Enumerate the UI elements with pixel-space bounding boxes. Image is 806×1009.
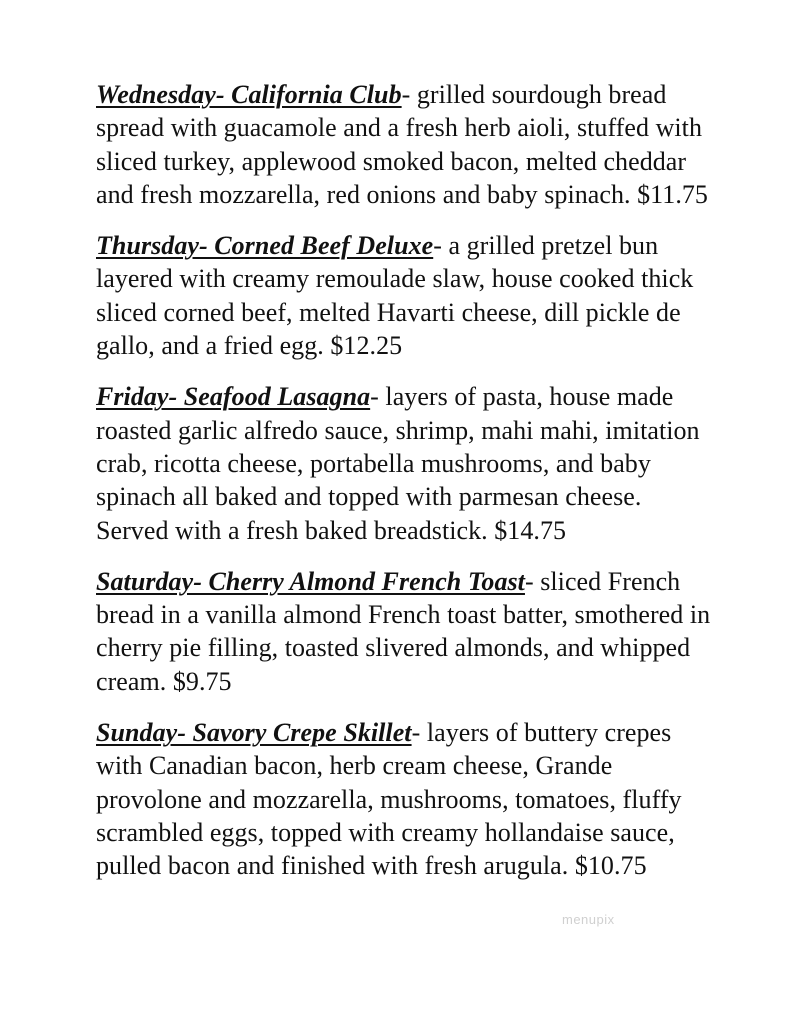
menu-item-title: Thursday- Corned Beef Deluxe bbox=[96, 231, 434, 261]
menu-item-saturday bbox=[96, 565, 716, 698]
menu-item-title: Saturday- Cherry Almond French Toast bbox=[96, 566, 525, 596]
menu-item-description: - layers of pasta, house made roasted garlic alfredo sauce, shrimp, mahi mahi, imitation crab, ricotta cheese, portabella mushrooms, and baby spinach all baked and topped with parmesan cheese. Served with a fresh baked breadstick. $14.75 bbox=[96, 382, 700, 545]
menu-item-title: Wednesday- California Club bbox=[96, 80, 402, 109]
daily-specials-list bbox=[96, 78, 716, 901]
menu-item-title: Friday- Seafood Lasagna bbox=[96, 382, 371, 412]
menu-item-description: - grilled sourdough bread spread with guacamole and a fresh herb aioli, stuffed with sliced turkey, applewood smoked bacon, melted cheddar and fresh mozzarella, red onions and baby spinach. $11.75 bbox=[96, 80, 708, 209]
menu-item-thursday bbox=[96, 229, 716, 362]
menu-item-wednesday bbox=[96, 78, 716, 211]
watermark: menupix bbox=[562, 912, 615, 927]
menu-item-title: Sunday- Savory Crepe Skillet bbox=[96, 718, 412, 748]
menu-item-description: - sliced French bread in a vanilla almond French toast batter, smothered in cherry pie filling, toasted slivered almonds, and whipped cream. $9.75 bbox=[96, 566, 711, 696]
menu-item-description: - a grilled pretzel bun layered with creamy remoulade slaw, house cooked thick sliced corned beef, melted Havarti cheese, dill pickle de gallo, and a fried egg. $12.25 bbox=[96, 231, 694, 361]
menu-item-sunday bbox=[96, 716, 716, 882]
menu-item-friday bbox=[96, 380, 716, 546]
menu-item-description: - layers of buttery crepes with Canadian bacon, herb cream cheese, Grande provolone and mozzarella, mushrooms, tomatoes, fluffy scrambled eggs, topped with creamy hollandaise sauce, pulled bacon and finished with fresh arugula. $10.75 bbox=[96, 718, 682, 881]
